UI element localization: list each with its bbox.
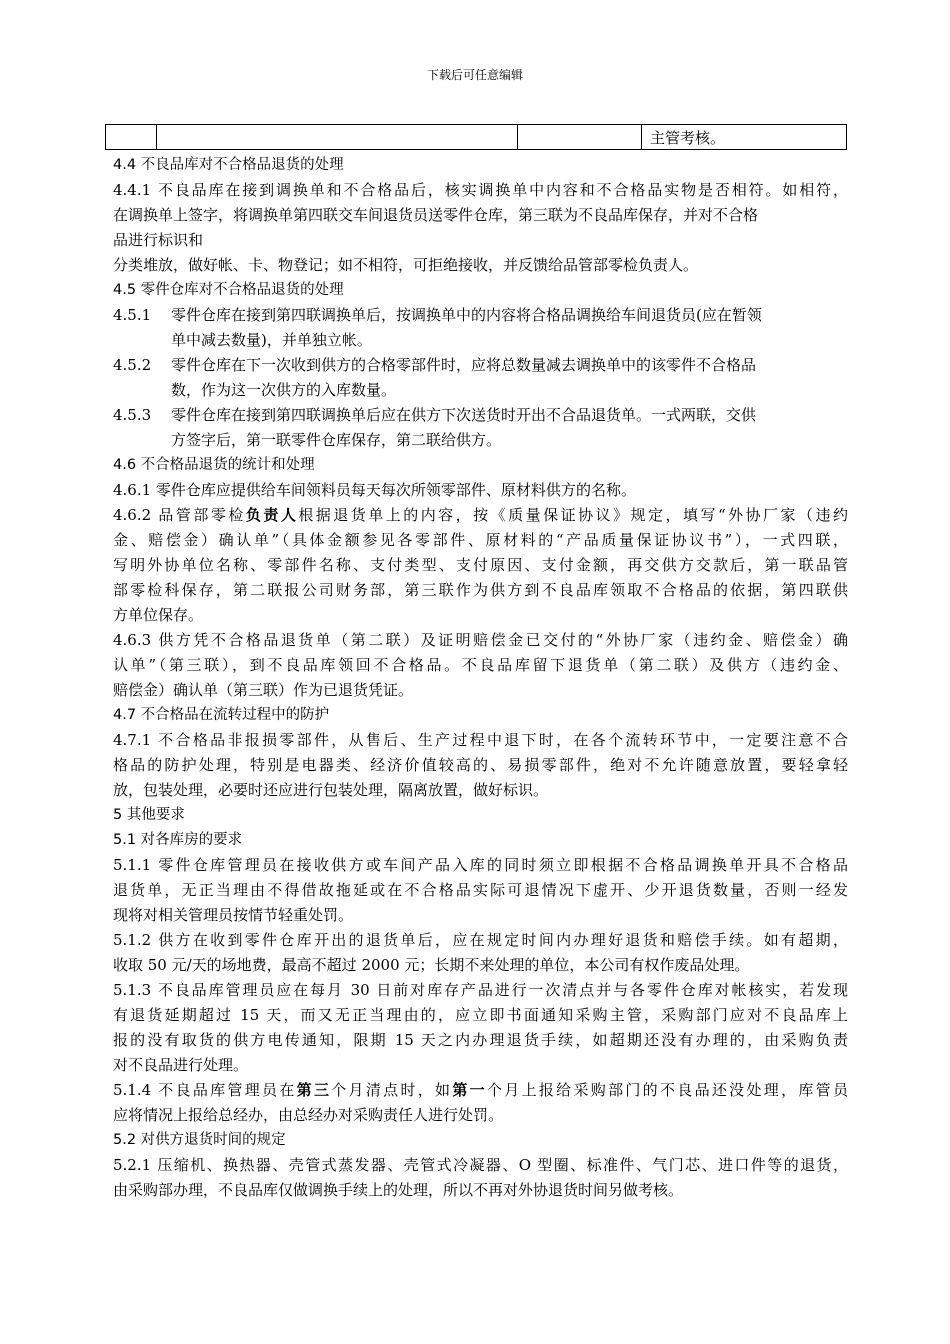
numbered-paragraph-line	[113, 403, 848, 428]
numbered-paragraph-line	[113, 428, 848, 453]
document-body	[113, 153, 848, 1203]
paragraph-line: 对不良品进行处理。	[113, 1056, 249, 1074]
paragraph-line: 4.6.1 零件仓库应提供给车间领料员每天每次所领零部件、原材料供方的名称。	[113, 481, 636, 499]
table-row	[106, 125, 847, 150]
clause-number	[113, 428, 171, 453]
bold-text: 负责人	[245, 506, 299, 524]
numbered-paragraph-line	[113, 353, 848, 378]
paragraph-line: 5.1.3 不良品库管理员应在每月 30 日前对库存产品进行一次清点并与各零件仓库对帐核实，若发现	[113, 981, 848, 999]
paragraph-line: 金、赔偿金）确认单”（具体金额参见各零部件、原材料的“产品质量保证协议书”），一式四联，	[113, 531, 848, 549]
text-segment: 个月清点时，如	[331, 1081, 453, 1099]
clause-number: 4.5.2	[113, 356, 152, 374]
paragraph-line	[113, 1078, 848, 1103]
text-segment: 个月上报给采购部门的不良品还没处理，库管员	[486, 1081, 848, 1099]
clause-text: 单中减去数量)，并单独立帐。	[171, 331, 372, 349]
paragraph-line: 由采购部办理，不良品库仅做调换手续上的处理，所以不再对外协退货时间另做考核。	[113, 1181, 684, 1199]
clause-text: 零件仓库在下一次收到供方的合格零部件时，应将总数量减去调换单中的该零件不合格品	[171, 356, 757, 374]
paragraph-line: 5.2.1 压缩机、换热器、壳管式蒸发器、壳管式冷凝器、O 型圈、标准件、气门芯、进口件等的退货，	[113, 1156, 848, 1174]
paragraph-line: 格品的防护处理，特别是电器类、经济价值较高的、易损零部件，绝对不允许随意放置，要轻拿轻	[113, 756, 848, 774]
text-segment: 根据退货单上的内容，按《质量保证协议》规定，填写“外协厂家（违约	[298, 506, 848, 524]
paragraph-line: 收取 50 元/天的场地费，最高不超过 2000 元；长期不来处理的单位，本公司有权作废品处理。	[113, 956, 750, 974]
paragraph-line: 在调换单上签字，将调换单第四联交车间退货员送零件仓库，第三联为不良品库保存，并对不合格	[113, 206, 759, 224]
top-table	[105, 124, 847, 150]
paragraph-line: 报的没有取货的供方电传通知，限期 15 天之内办理退货手续，如超期还没有办理的，由采购负责	[113, 1031, 848, 1049]
paragraph-line: 5.1.1 零件仓库管理员在接收供方或车间产品入库的同时须立即根据不合格品调换单开具不合格品	[113, 856, 848, 874]
numbered-paragraph-line	[113, 328, 848, 353]
paragraph-line: 应将情况上报给总经办，由总经办对采购责任人进行处罚。	[113, 1106, 504, 1124]
paragraph-line: 分类堆放，做好帐、卡、物登记；如不相符，可拒绝接收，并反馈给品管部零检负责人。	[113, 256, 699, 274]
clause-number: 4.5.1	[113, 306, 152, 324]
paragraph-line: 品进行标识和	[113, 231, 204, 249]
text-segment: 4.6.2 品管部零检	[113, 506, 246, 524]
section-heading: 4.7 不合格品在流转过程中的防护	[113, 707, 330, 723]
clause-text: 方签字后，第一联零件仓库保存，第二联给供方。	[171, 431, 502, 449]
clause-number: 4.5.3	[113, 406, 152, 424]
section-heading: 4.6 不合格品退货的统计和处理	[113, 457, 315, 473]
section-heading: 4.4 不良品库对不合格品退货的处理	[113, 157, 344, 173]
clause-number	[113, 378, 171, 403]
paragraph-line: 5.1.2 供方在收到零件仓库开出的退货单后，应在规定时间内办理好退货和赔偿手续。如有超期，	[113, 931, 848, 949]
clause-number	[113, 328, 171, 353]
paragraph-line: 现将对相关管理员按情节轻重处罚。	[113, 906, 354, 924]
paragraph-line: 4.7.1 不合格品非报损零部件，从售后、生产过程中退下时，在各个流转环节中，一定要注意不合	[113, 731, 848, 749]
paragraph-line: 放，包装处理，必要时还应进行包装处理，隔离放置，做好标识。	[113, 781, 549, 799]
clause-text: 数，作为这一次供方的入库数量。	[171, 381, 397, 399]
paragraph-line: 写明外协单位名称、零部件名称、支付类型、支付原因、支付金额，再交供方交款后，第一联品管	[113, 556, 848, 574]
paragraph-line: 部零检科保存，第二联报公司财务部，第三联作为供方到不良品库领取不合格品的依据，第四联供	[113, 581, 848, 599]
table-cell: 主管考核。	[642, 125, 847, 150]
paragraph-line: 4.4.1 不良品库在接到调换单和不合格品后，核实调换单中内容和不合格品实物是否相符。如相符，	[113, 181, 848, 199]
page-header: 下载后可任意编辑	[426, 68, 523, 82]
numbered-paragraph-line	[113, 303, 848, 328]
paragraph-line: 方单位保存。	[113, 606, 204, 624]
section-heading: 5.2 对供方退货时间的规定	[113, 1132, 286, 1148]
table-cell	[157, 125, 518, 150]
table-cell	[518, 125, 642, 150]
clause-text: 零件仓库在接到第四联调换单后应在供方下次送货时开出不合品退货单。一式两联，交供	[171, 406, 757, 424]
paragraph-line: 赔偿金）确认单（第三联）作为已退货凭证。	[113, 681, 414, 699]
section-heading: 5 其他要求	[113, 807, 185, 823]
paragraph-line	[113, 503, 848, 528]
paragraph-line: 有退货延期超过 15 天，而又无正当理由的，应立即书面通知采购主管，采购部门应对不良品库上	[113, 1006, 848, 1024]
paragraph-line: 认单”（第三联），到不良品库领回不合格品。不良品库留下退货单（第二联）及供方（违约金、	[113, 656, 848, 674]
section-heading: 4.5 零件仓库对不合格品退货的处理	[113, 282, 344, 298]
numbered-paragraph-line	[113, 378, 848, 403]
paragraph-line: 退货单，无正当理由不得借故拖延或在不合格品实际可退情况下虚开、少开退货数量，否则一经发	[113, 881, 848, 899]
table-cell	[106, 125, 157, 150]
text-segment: 5.1.4 不良品库管理员在	[113, 1081, 297, 1099]
bold-text: 第一	[452, 1081, 487, 1099]
section-heading: 5.1 对各库房的要求	[113, 832, 243, 848]
paragraph-line: 4.6.3 供方凭不合格品退货单（第二联）及证明赔偿金已交付的“外协厂家（违约金、赔偿金）确	[113, 631, 848, 649]
bold-text: 第三	[296, 1081, 332, 1099]
clause-text: 零件仓库在接到第四联调换单后，按调换单中的内容将合格品调换给车间退货员(应在暂领	[171, 306, 762, 324]
